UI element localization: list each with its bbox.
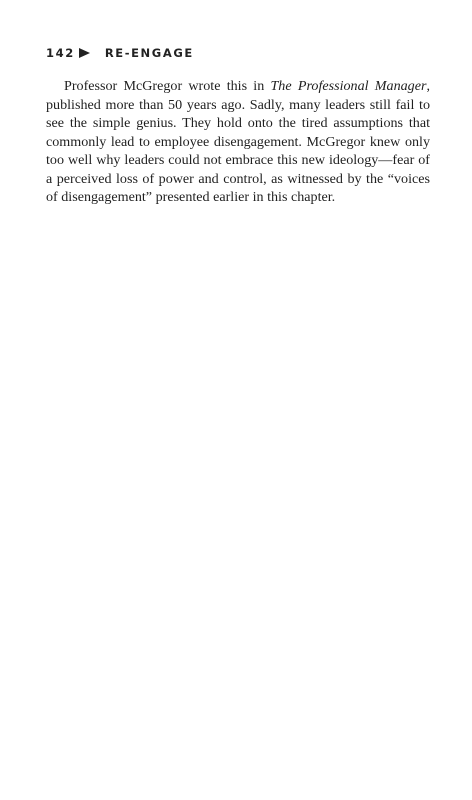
book-title: The Professional Manager <box>270 78 427 94</box>
paragraph-text-rest: , published more than 50 years ago. Sadly, many leaders still fail to see the simple genius. They hold onto the tired assumptions that commonly lead to employee disengagement. McGregor knew only too well why leaders could not embrace this new ideology—fear of a perceived loss of power and control, as witnessed by the “voices of disengagement” presented earlier in this chapter. <box>46 78 430 205</box>
right-triangle-icon <box>79 48 90 58</box>
paragraph-text-start: Professor McGregor wrote this in <box>64 78 271 94</box>
page-number: 142 <box>46 46 75 60</box>
section-title: RE-ENGAGE <box>104 46 194 60</box>
running-header <box>46 46 194 60</box>
body-paragraph <box>46 77 430 207</box>
